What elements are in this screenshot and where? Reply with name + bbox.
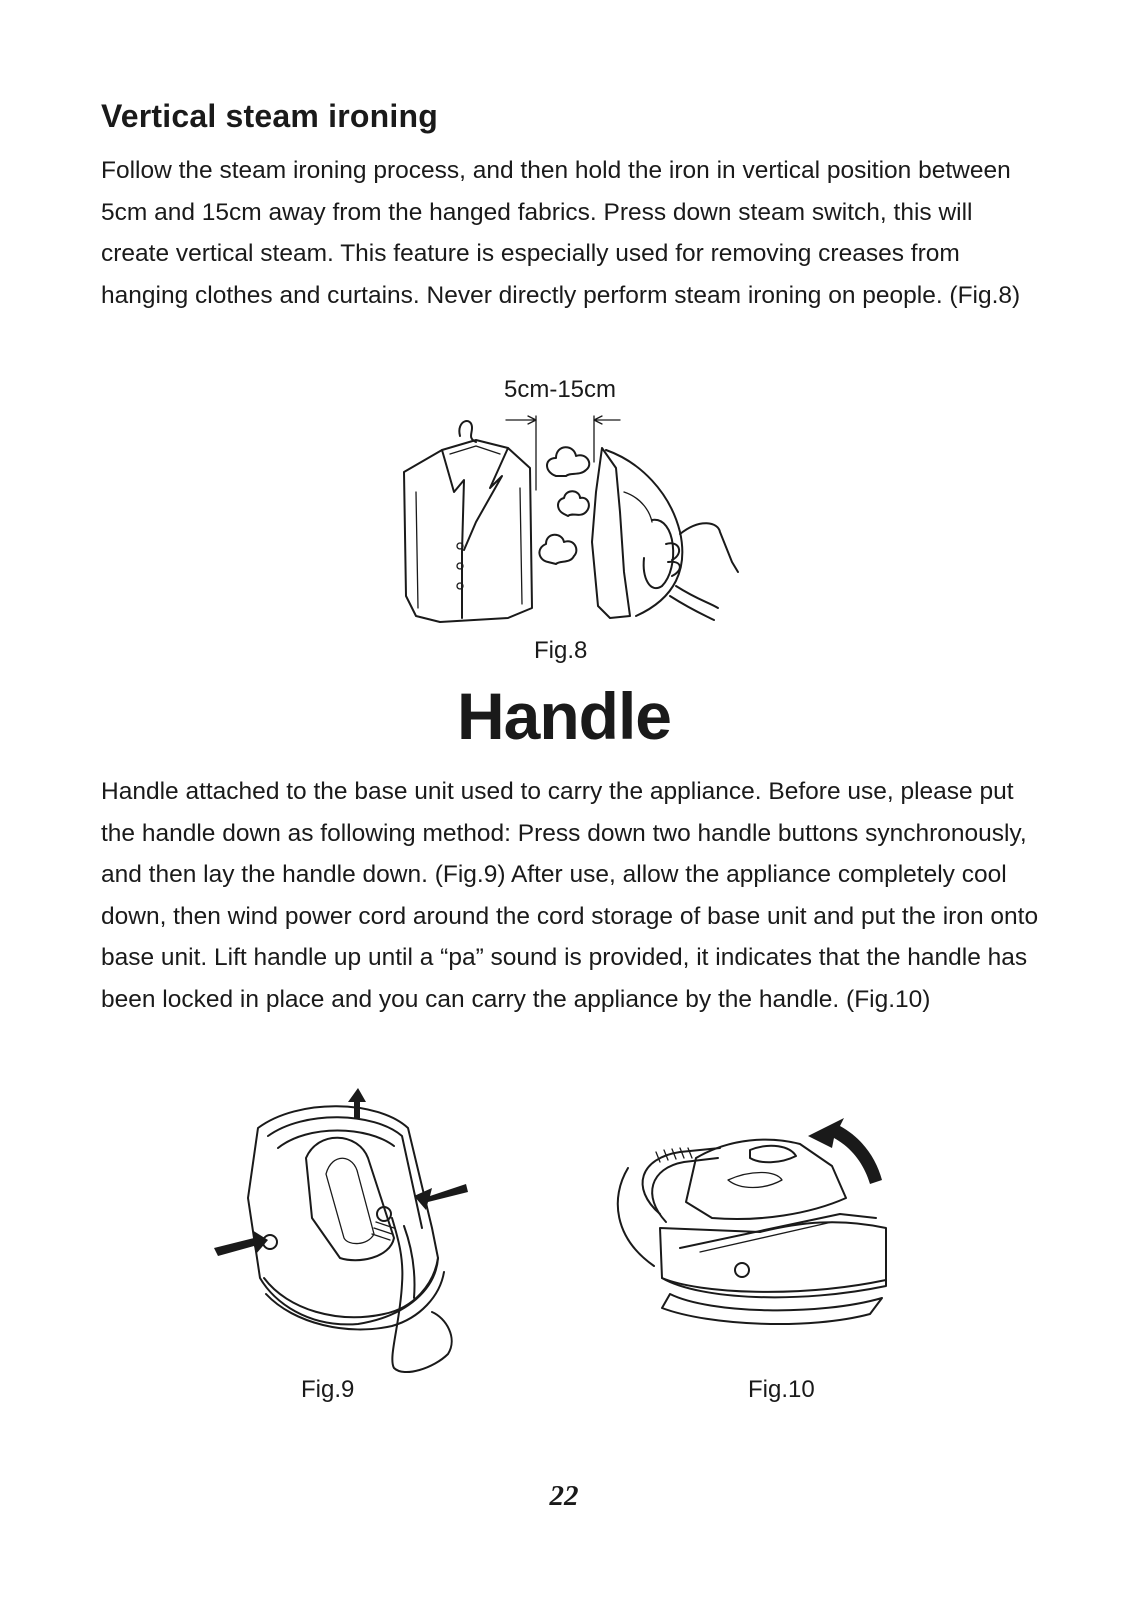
release-arrow-up-icon: [348, 1088, 366, 1118]
section-body: Follow the steam ironing process, and then hold the iron in vertical position between 5cm and 15cm away from the hanged fabrics. Press down steam switch, this will create vertical steam. This feature is especially used for removing creases from hanging clothes and curtains. Never directly perform steam ironing on people. (Fig.8): [101, 157, 1021, 309]
figure-9-caption: Fig.9: [301, 1376, 355, 1403]
steam-station-icon: [248, 1106, 452, 1372]
press-arrow-left-icon: [214, 1230, 268, 1256]
steam-puffs-icon: [539, 447, 589, 564]
handle-title: Handle: [456, 679, 672, 753]
page-number: 22: [549, 1480, 579, 1512]
section-title: Vertical steam ironing: [101, 98, 438, 134]
iron-icon: [592, 448, 738, 620]
steam-station-carry-icon: [618, 1140, 886, 1324]
figure-8-illustration: [380, 372, 760, 634]
distance-label: 5cm-15cm: [504, 376, 617, 403]
dimension-marker: [506, 416, 620, 490]
jacket-icon: [404, 440, 532, 622]
handle-body: Handle attached to the base unit used to carry the appliance. Before use, please put the handle down as following method: Press down two handle buttons synchronously, and then lay the handle down. (Fig.9) After use, allow the appliance completely cool down, then wind power cord around the cord storage of base unit and put the iron onto base unit. Lift handle up until a “pa” sound is provided, it indicates that the handle has been locked in place and you can carry the appliance by the handle. (Fig.10): [101, 778, 1039, 1013]
figure-10-illustration: [600, 1118, 900, 1338]
lift-arrow-icon: [808, 1118, 882, 1184]
figure-10-caption: Fig.10: [748, 1376, 815, 1403]
figure-8-caption: Fig.8: [534, 637, 588, 664]
hanger-hook: [459, 421, 476, 442]
figure-9-illustration: [208, 1088, 478, 1378]
